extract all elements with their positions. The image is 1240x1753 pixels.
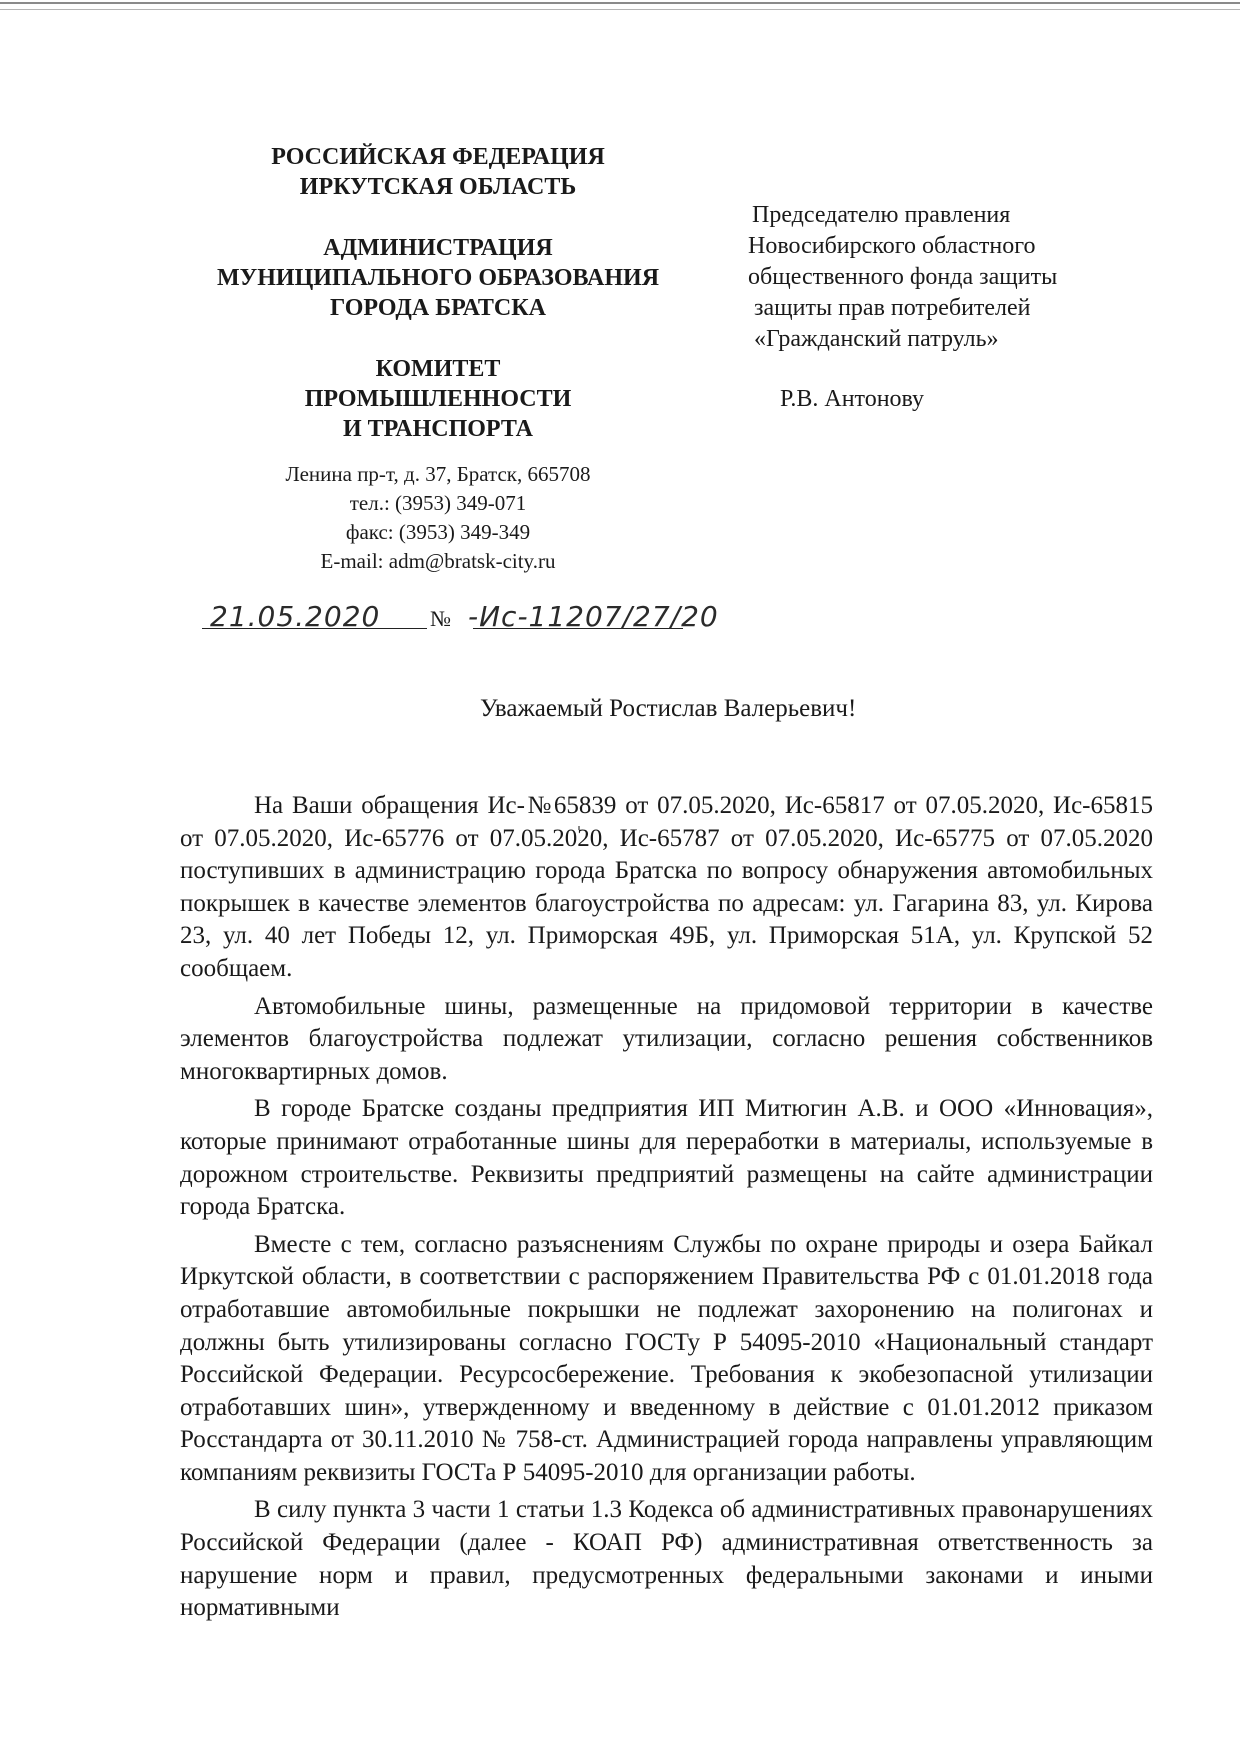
city-line: ГОРОДА БРАТСКА — [330, 295, 546, 321]
paragraph-liability: В силу пункта 3 части 1 статьи 1.3 Кодекса об административных правонарушениях Российской Федерации (далее - КОАП РФ) административная ответственность за нарушение норм и правил, предусмотренных федеральными законами и иными нормативными — [180, 1496, 1153, 1622]
paragraph-regulations: Вместе с тем, согласно разъяснениям Службы по охране природы и озера Байкал Иркутской области, в соответствии с распоряжением Правительства РФ с 01.01.2018 года отработавшие автомобильные покрышки не подлежат захоронению на полигонах и должны быть утилизированы согласно ГОСТу Р 54095-2010 «Национальный стандарт Российской Федерации. Ресурсосбережение. Требования к экобезопасной утилизации отработавших шин», утвержденному и введенному в действие с 01.01.2012 приказом Росстандарта от 30.11.2010 № 758-ст. Администрацией города направлены управляющим компаниям реквизиты ГОСТа Р 54095-2010 для организации работы. — [180, 1230, 1153, 1486]
sender-fax: факс: (3953) 349-349 — [345, 520, 531, 544]
sender-email: E-mail: adm@bratsk-city.ru — [320, 549, 556, 573]
country-line: РОССИЙСКАЯ ФЕДЕРАЦИЯ — [271, 144, 605, 170]
greeting: Уважаемый Ростислав Валерьевич! — [480, 695, 857, 722]
committee-transport-line: И ТРАНСПОРТА — [342, 416, 534, 442]
sender-address: Ленина пр-т, д. 37, Братск, 665708 — [285, 462, 591, 486]
paragraph-tires-disposal: Автомобильные шины, размещенные на придомовой территории в качестве элементов благоустройства подлежат утилизации, согласно решения собственников многоквартирных домов. — [180, 992, 1153, 1085]
paragraph-appeals: На Ваши обращения Ис-№65839 от 07.05.2020, Ис-65817 от 07.05.2020, Ис-65815 от 07.05.2020, Ис-65776 от 07.05.2020, Ис-65787 от 07.05.2020, Ис-65775 от 07.05.2020 поступивших в администрацию города Братска по вопросу обнаружения автомобильных покрышек в качестве элементов благоустройства по адресам: ул. Гагарина 83, ул. Кирова 23, ул. 40 лет Победы 12, ул. Приморская 49Б, ул. Приморская 51А, ул. Крупской 52 сообщаем. — [180, 792, 1153, 982]
addressee-name: Р.В. Антонову — [780, 386, 925, 412]
region-line: ИРКУТСКАЯ ОБЛАСТЬ — [299, 174, 577, 200]
committee-line: КОМИТЕТ — [375, 356, 501, 382]
addressee-org-line4: «Гражданский патруль» — [754, 326, 999, 352]
scan-top-edge — [0, 2, 1240, 10]
committee-industry-line: ПРОМЫШЛЕННОСТИ — [304, 386, 572, 412]
municipality-line: МУНИЦИПАЛЬНОГО ОБРАЗОВАНИЯ — [216, 265, 660, 291]
addressee-org-line3: защиты прав потребителей — [754, 295, 1031, 321]
addressee-org-line2: общественного фонда защиты — [748, 264, 1058, 290]
number-sign: № — [430, 606, 451, 631]
letter-body — [180, 790, 1153, 1630]
sender-phone: тел.: (3953) 349-071 — [349, 491, 527, 515]
addressee-block — [748, 200, 1188, 415]
addressee-position: Председателю правления — [752, 202, 1011, 228]
paragraph-enterprises: В городе Братске созданы предприятия ИП Митюгин А.В. и ООО «Инновация», которые принимают отработанные шины для переработки в материалы, используемые в дорожном строительстве. Реквизиты предприятий размещены на сайте администрации города Братска. — [180, 1095, 1153, 1221]
registration-number: -Ис-11207/27/20 — [468, 600, 719, 633]
sender-contacts — [188, 460, 688, 576]
sender-letterhead — [188, 142, 688, 444]
addressee-org-line1: Новосибирского областного — [748, 233, 1036, 259]
administration-line: АДМИНИСТРАЦИЯ — [323, 235, 553, 261]
registration-date: 21.05.2020 — [210, 600, 381, 633]
